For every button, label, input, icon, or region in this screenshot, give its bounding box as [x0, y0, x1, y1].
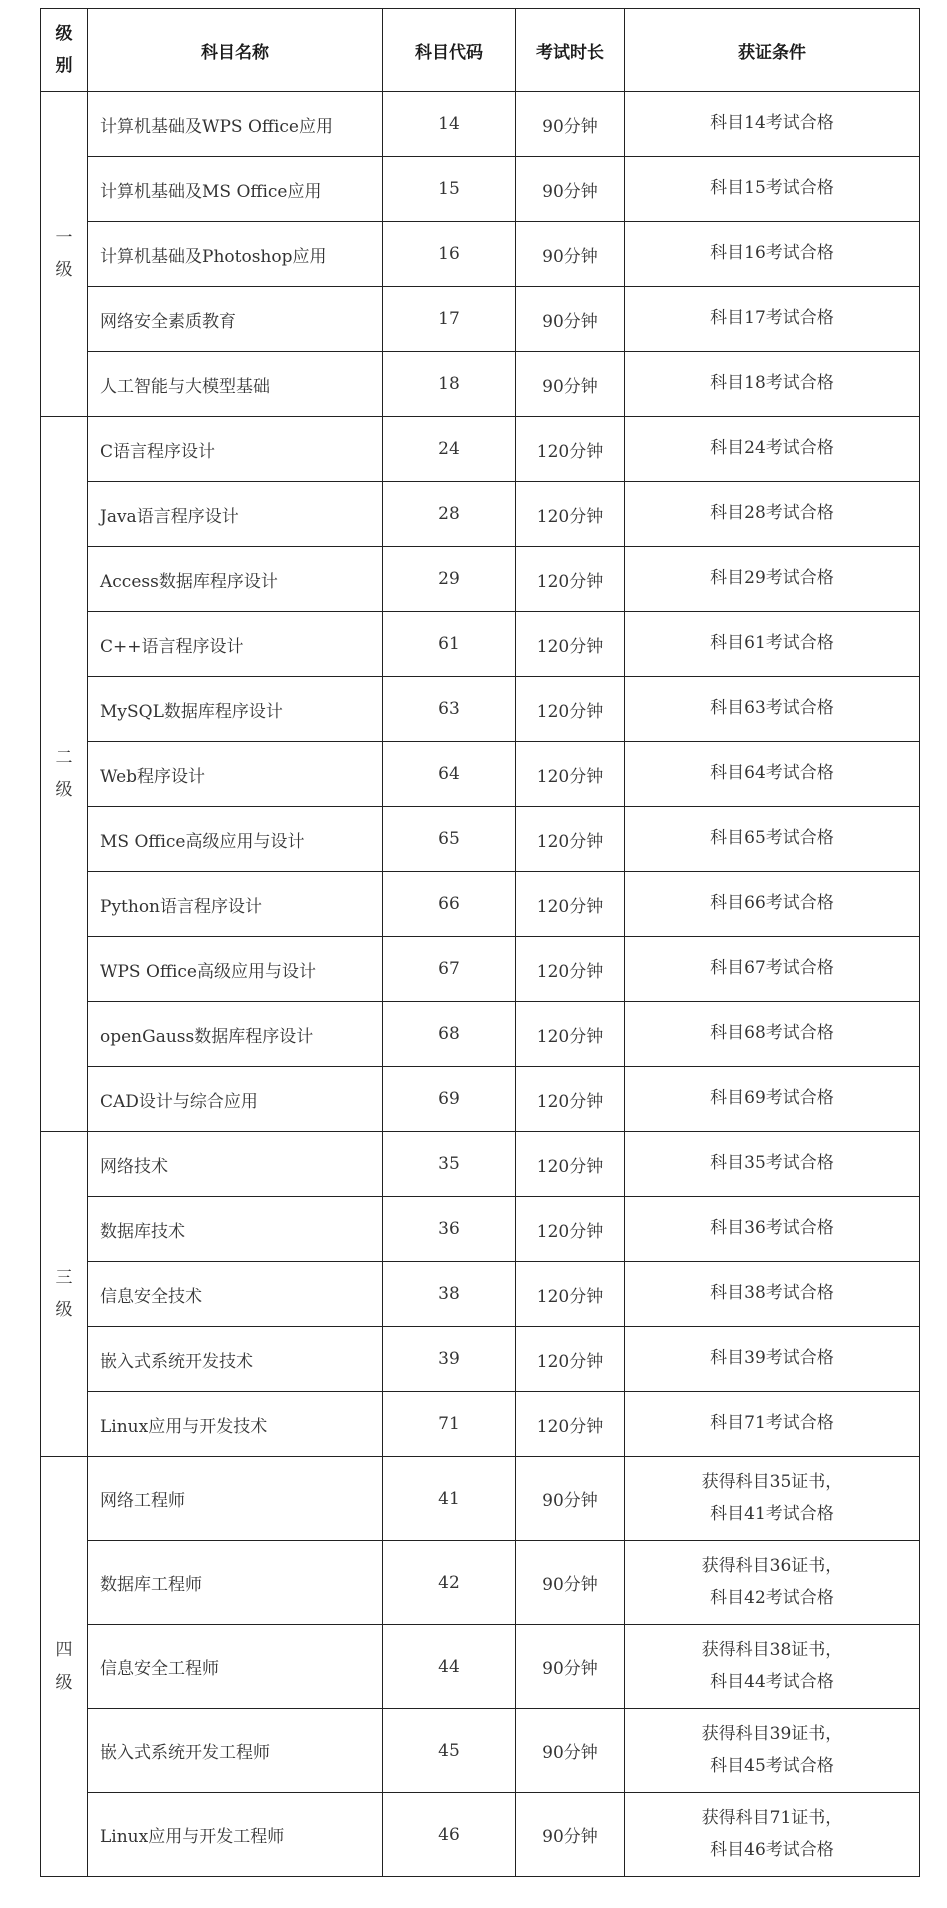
header-certificate-condition: 获证条件 [625, 9, 920, 92]
subject-name-cell: openGauss数据库程序设计 [88, 1002, 383, 1067]
subject-name-cell: C语言程序设计 [88, 417, 383, 482]
certificate-condition-cell [625, 1262, 920, 1327]
table-row [41, 1457, 920, 1541]
condition-line: 获得科目38证书， [701, 1640, 843, 1661]
table-row [41, 1067, 920, 1132]
certificate-condition-cell [625, 1457, 920, 1541]
condition-line: 科目36考试合格 [710, 1218, 834, 1239]
condition-line: 科目69考试合格 [710, 1088, 834, 1109]
exam-duration-cell: 90分钟 [516, 222, 625, 287]
level-cell-level-3 [41, 1132, 88, 1457]
subject-name-cell: 信息安全工程师 [88, 1625, 383, 1709]
subject-code-cell: 61 [383, 612, 516, 677]
table-row [41, 287, 920, 352]
subject-code-cell: 45 [383, 1709, 516, 1793]
exam-duration-cell: 120分钟 [516, 1132, 625, 1197]
subject-code-cell: 46 [383, 1793, 516, 1877]
exam-duration-cell: 120分钟 [516, 872, 625, 937]
exam-duration-cell: 90分钟 [516, 1793, 625, 1877]
subject-code-cell: 36 [383, 1197, 516, 1262]
condition-line: 科目35考试合格 [710, 1153, 834, 1174]
subject-code-cell: 42 [383, 1541, 516, 1625]
condition-line: 科目16考试合格 [710, 243, 834, 264]
table-row [41, 1262, 920, 1327]
certificate-condition-cell [625, 547, 920, 612]
subject-code-cell: 14 [383, 92, 516, 157]
subject-code-cell: 44 [383, 1625, 516, 1709]
exam-duration-cell: 120分钟 [516, 807, 625, 872]
condition-line: 科目63考试合格 [710, 698, 834, 719]
table-row [41, 937, 920, 1002]
exam-duration-cell: 90分钟 [516, 92, 625, 157]
table-row [41, 92, 920, 157]
exam-duration-cell: 120分钟 [516, 1262, 625, 1327]
exam-duration-cell: 120分钟 [516, 612, 625, 677]
table-header-row [41, 9, 920, 92]
subject-name-cell: Linux应用与开发技术 [88, 1392, 383, 1457]
certificate-condition-cell [625, 1132, 920, 1197]
certificate-condition-cell [625, 1197, 920, 1262]
level-label: 三级 [55, 1267, 73, 1320]
condition-line: 科目68考试合格 [710, 1023, 834, 1044]
subject-code-cell: 15 [383, 157, 516, 222]
table-row [41, 1709, 920, 1793]
condition-line: 科目24考试合格 [710, 438, 834, 459]
table-row [41, 352, 920, 417]
level-cell-level-4 [41, 1457, 88, 1877]
subject-code-cell: 29 [383, 547, 516, 612]
subject-name-cell: 数据库技术 [88, 1197, 383, 1262]
subject-name-cell: 计算机基础及MS Office应用 [88, 157, 383, 222]
exam-duration-cell: 90分钟 [516, 1457, 625, 1541]
subject-name-cell: Python语言程序设计 [88, 872, 383, 937]
condition-line: 科目29考试合格 [710, 568, 834, 589]
level-cell-level-2 [41, 417, 88, 1132]
condition-line: 科目38考试合格 [710, 1283, 834, 1304]
table-row [41, 1197, 920, 1262]
condition-line: 科目14考试合格 [710, 113, 834, 134]
certificate-condition-cell [625, 1392, 920, 1457]
condition-line: 科目45考试合格 [710, 1755, 834, 1776]
certificate-condition-cell [625, 157, 920, 222]
subject-code-cell: 68 [383, 1002, 516, 1067]
condition-line: 科目18考试合格 [710, 373, 834, 394]
condition-line: 科目17考试合格 [710, 308, 834, 329]
level-label: 二级 [55, 747, 73, 800]
condition-line: 科目39考试合格 [710, 1348, 834, 1369]
exam-duration-cell: 90分钟 [516, 157, 625, 222]
table-row [41, 742, 920, 807]
subject-code-cell: 41 [383, 1457, 516, 1541]
header-exam-duration: 考试时长 [516, 9, 625, 92]
exam-duration-cell: 90分钟 [516, 1709, 625, 1793]
subject-name-cell: Linux应用与开发工程师 [88, 1793, 383, 1877]
condition-line: 获得科目71证书， [701, 1808, 843, 1829]
subject-code-cell: 18 [383, 352, 516, 417]
subject-name-cell: 信息安全技术 [88, 1262, 383, 1327]
table-body [41, 92, 920, 1877]
exam-duration-cell: 120分钟 [516, 1327, 625, 1392]
table-row [41, 417, 920, 482]
subject-code-cell: 65 [383, 807, 516, 872]
subject-name-cell: MS Office高级应用与设计 [88, 807, 383, 872]
table-row [41, 1002, 920, 1067]
exam-duration-cell: 120分钟 [516, 1067, 625, 1132]
subject-code-cell: 69 [383, 1067, 516, 1132]
certificate-condition-cell [625, 937, 920, 1002]
subject-name-cell: 人工智能与大模型基础 [88, 352, 383, 417]
table-row [41, 1327, 920, 1392]
subject-name-cell: 网络技术 [88, 1132, 383, 1197]
subject-name-cell: 嵌入式系统开发工程师 [88, 1709, 383, 1793]
table-row [41, 482, 920, 547]
subject-code-cell: 17 [383, 287, 516, 352]
certificate-condition-cell [625, 92, 920, 157]
subject-code-cell: 28 [383, 482, 516, 547]
level-label: 一级 [55, 227, 73, 280]
table-row [41, 1793, 920, 1877]
subject-code-cell: 38 [383, 1262, 516, 1327]
table-row [41, 157, 920, 222]
subject-code-cell: 66 [383, 872, 516, 937]
certificate-condition-cell [625, 742, 920, 807]
condition-line: 科目71考试合格 [710, 1413, 834, 1434]
exam-subject-table [40, 8, 920, 1877]
certificate-condition-cell [625, 482, 920, 547]
subject-name-cell: Java语言程序设计 [88, 482, 383, 547]
subject-name-cell: 嵌入式系统开发技术 [88, 1327, 383, 1392]
subject-code-cell: 71 [383, 1392, 516, 1457]
condition-line: 科目65考试合格 [710, 828, 834, 849]
condition-line: 获得科目39证书， [701, 1724, 843, 1745]
table-row [41, 1132, 920, 1197]
condition-line: 科目15考试合格 [710, 178, 834, 199]
table-row [41, 612, 920, 677]
exam-duration-cell: 120分钟 [516, 1197, 625, 1262]
subject-name-cell: MySQL数据库程序设计 [88, 677, 383, 742]
exam-duration-cell: 90分钟 [516, 352, 625, 417]
header-level: 级别 [41, 9, 88, 92]
exam-duration-cell: 120分钟 [516, 1392, 625, 1457]
condition-line: 科目28考试合格 [710, 503, 834, 524]
condition-line: 科目67考试合格 [710, 958, 834, 979]
level-label: 四级 [55, 1640, 73, 1693]
exam-duration-cell: 120分钟 [516, 937, 625, 1002]
subject-code-cell: 24 [383, 417, 516, 482]
exam-duration-cell: 90分钟 [516, 1541, 625, 1625]
subject-name-cell: CAD设计与综合应用 [88, 1067, 383, 1132]
table-row [41, 547, 920, 612]
certificate-condition-cell [625, 1541, 920, 1625]
subject-code-cell: 39 [383, 1327, 516, 1392]
subject-name-cell: 计算机基础及Photoshop应用 [88, 222, 383, 287]
certificate-condition-cell [625, 1625, 920, 1709]
condition-line: 科目61考试合格 [710, 633, 834, 654]
condition-line: 科目46考试合格 [710, 1839, 834, 1860]
subject-name-cell: WPS Office高级应用与设计 [88, 937, 383, 1002]
certificate-condition-cell [625, 1793, 920, 1877]
table-row [41, 222, 920, 287]
certificate-condition-cell [625, 1002, 920, 1067]
header-subject-name: 科目名称 [88, 9, 383, 92]
subject-code-cell: 16 [383, 222, 516, 287]
certificate-condition-cell [625, 287, 920, 352]
header-subject-code: 科目代码 [383, 9, 516, 92]
certificate-condition-cell [625, 1067, 920, 1132]
condition-line: 获得科目35证书， [701, 1472, 843, 1493]
subject-code-cell: 67 [383, 937, 516, 1002]
condition-line: 科目42考试合格 [710, 1587, 834, 1608]
table-row [41, 677, 920, 742]
certificate-condition-cell [625, 612, 920, 677]
exam-duration-cell: 120分钟 [516, 482, 625, 547]
condition-line: 科目41考试合格 [710, 1503, 834, 1524]
certificate-condition-cell [625, 677, 920, 742]
table-row [41, 872, 920, 937]
subject-code-cell: 35 [383, 1132, 516, 1197]
subject-code-cell: 63 [383, 677, 516, 742]
condition-line: 科目66考试合格 [710, 893, 834, 914]
subject-name-cell: Web程序设计 [88, 742, 383, 807]
certificate-condition-cell [625, 807, 920, 872]
subject-name-cell: C++语言程序设计 [88, 612, 383, 677]
certificate-condition-cell [625, 1327, 920, 1392]
level-cell-level-1 [41, 92, 88, 417]
subject-name-cell: 网络安全素质教育 [88, 287, 383, 352]
table-row [41, 1625, 920, 1709]
table-row [41, 1392, 920, 1457]
certificate-condition-cell [625, 222, 920, 287]
condition-line: 科目44考试合格 [710, 1671, 834, 1692]
table-row [41, 807, 920, 872]
subject-name-cell: 网络工程师 [88, 1457, 383, 1541]
exam-duration-cell: 120分钟 [516, 742, 625, 807]
subject-code-cell: 64 [383, 742, 516, 807]
exam-duration-cell: 120分钟 [516, 547, 625, 612]
exam-duration-cell: 120分钟 [516, 417, 625, 482]
condition-line: 科目64考试合格 [710, 763, 834, 784]
subject-name-cell: 计算机基础及WPS Office应用 [88, 92, 383, 157]
exam-duration-cell: 120分钟 [516, 677, 625, 742]
exam-duration-cell: 90分钟 [516, 1625, 625, 1709]
certificate-condition-cell [625, 872, 920, 937]
certificate-condition-cell [625, 417, 920, 482]
table-row [41, 1541, 920, 1625]
certificate-condition-cell [625, 1709, 920, 1793]
condition-line: 获得科目36证书， [701, 1556, 843, 1577]
subject-name-cell: Access数据库程序设计 [88, 547, 383, 612]
exam-duration-cell: 120分钟 [516, 1002, 625, 1067]
certificate-condition-cell [625, 352, 920, 417]
exam-duration-cell: 90分钟 [516, 287, 625, 352]
subject-name-cell: 数据库工程师 [88, 1541, 383, 1625]
